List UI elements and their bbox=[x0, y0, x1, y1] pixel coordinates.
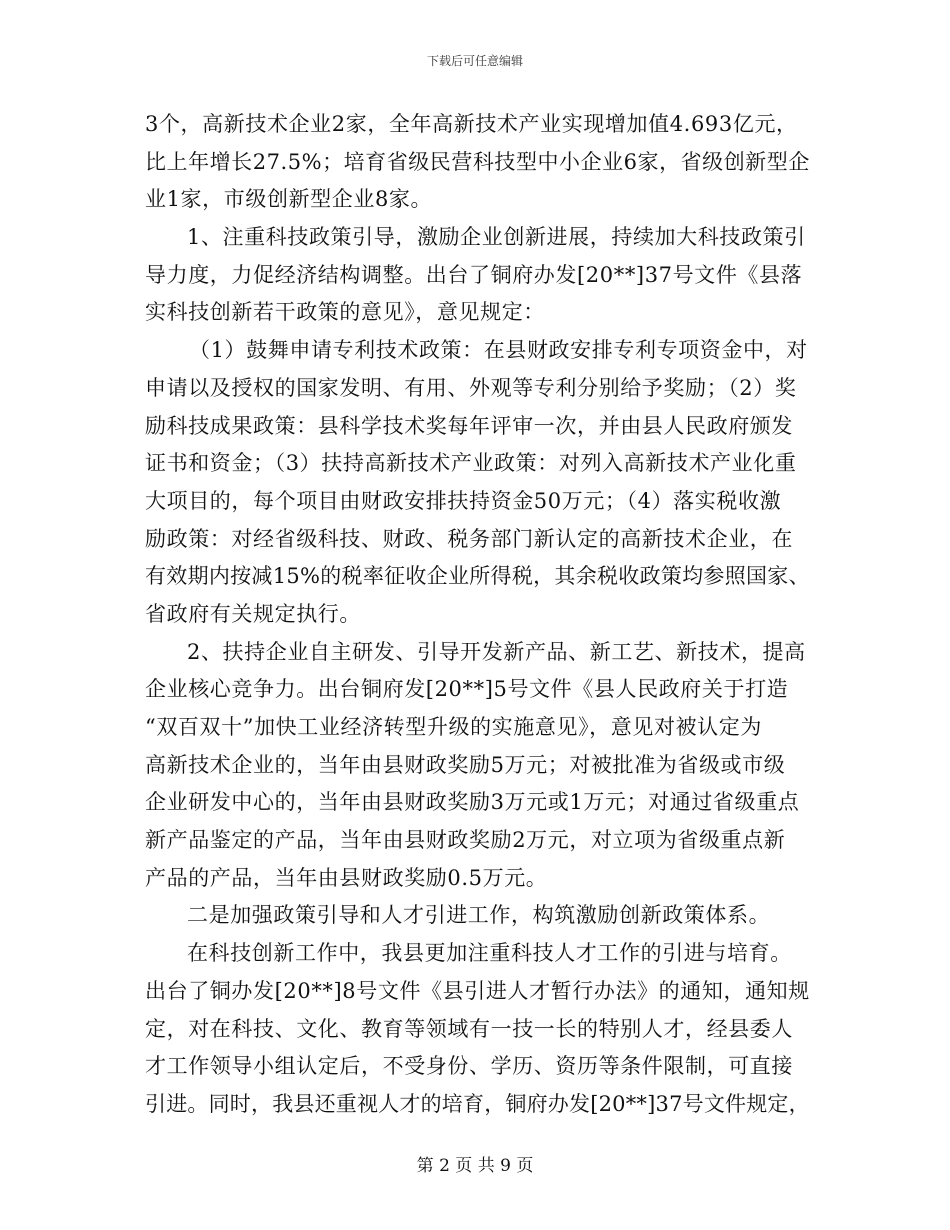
text-line: 1、注重科技政策引导，激励企业创新进展，持续加大科技政策引 bbox=[187, 225, 806, 250]
text-line: 引进。同时，我县还重视人才的培育，铜府办发[20**]37号文件规定， bbox=[145, 1091, 810, 1116]
text-line: “双百双十”加快工业经济转型升级的实施意见》，意见对被认定为 bbox=[145, 715, 762, 739]
text-line: 2、扶持企业自主研发、引导开发新产品、新工艺、新技术，提高 bbox=[187, 639, 806, 664]
page-header-note: 下载后可任意编辑 bbox=[426, 54, 523, 68]
text-line: 证书和资金；（3）扶持高新技术产业政策：对列入高新技术产业化重 bbox=[145, 451, 797, 476]
text-line: 业1家，市级创新型企业8家。 bbox=[145, 187, 433, 212]
text-line: 励政策：对经省级科技、财政、税务部门新认定的高新技术企业，在 bbox=[145, 526, 793, 551]
text-line: 有效期内按减15%的税率征收企业所得税，其余税收政策均参照国家、 bbox=[145, 564, 810, 589]
text-line: 申请以及授权的国家发明、有用、外观等专利分别给予奖励；（2）奖 bbox=[145, 375, 797, 400]
text-line: 在科技创新工作中，我县更加注重科技人才工作的引进与培育。 bbox=[187, 941, 792, 966]
text-line: 励科技成果政策：县科学技术奖每年评审一次，并由县人民政府颁发 bbox=[145, 413, 793, 438]
text-line: （1）鼓舞申请专利技术政策：在县财政安排专利专项资金中，对 bbox=[189, 338, 808, 363]
text-line: 3个，高新技术企业2家，全年高新技术产业实现增加值4.693亿元， bbox=[145, 112, 798, 136]
page-number: 第 2 页 共 9 页 bbox=[416, 1156, 534, 1176]
text-line: 比上年增长27.5%；培育省级民营科技型中小企业6家，省级创新型企 bbox=[145, 149, 810, 174]
text-line: 才工作领导小组认定后，不受身份、学历、资历等条件限制，可直接 bbox=[145, 1054, 793, 1079]
text-line: 实科技创新若干政策的意见》，意见规定： bbox=[145, 300, 545, 325]
body-text bbox=[145, 106, 810, 1124]
text-line: 高新技术企业的，当年由县财政奖励5万元；对被批准为省级或市级 bbox=[145, 752, 786, 777]
text-line: 产品的产品，当年由县财政奖励0.5万元。 bbox=[145, 865, 548, 890]
text-line: 省政府有关规定执行。 bbox=[145, 601, 361, 626]
text-line: 出台了铜办发[20**]8号文件《县引进人才暂行办法》的通知，通知规 bbox=[145, 978, 810, 1003]
text-line: 新产品鉴定的产品，当年由县财政奖励2万元，对立项为省级重点新 bbox=[145, 828, 786, 853]
text-line: 企业核心竞争力。出台铜府发[20**]5号文件《县人民政府关于打造 bbox=[145, 677, 789, 702]
text-line: 二是加强政策引导和人才引进工作，构筑激励创新政策体系。 bbox=[187, 903, 771, 928]
text-line: 定，对在科技、文化、教育等领域有一技一长的特别人才，经县委人 bbox=[145, 1016, 793, 1041]
text-line: 导力度，力促经济结构调整。出台了铜府办发[20**]37号文件《县落 bbox=[145, 262, 803, 287]
text-line: 企业研发中心的，当年由县财政奖励3万元或1万元；对通过省级重点 bbox=[145, 790, 800, 815]
text-line: 大项目的，每个项目由财政安排扶持资金50万元；（4）落实税收激 bbox=[145, 488, 782, 513]
